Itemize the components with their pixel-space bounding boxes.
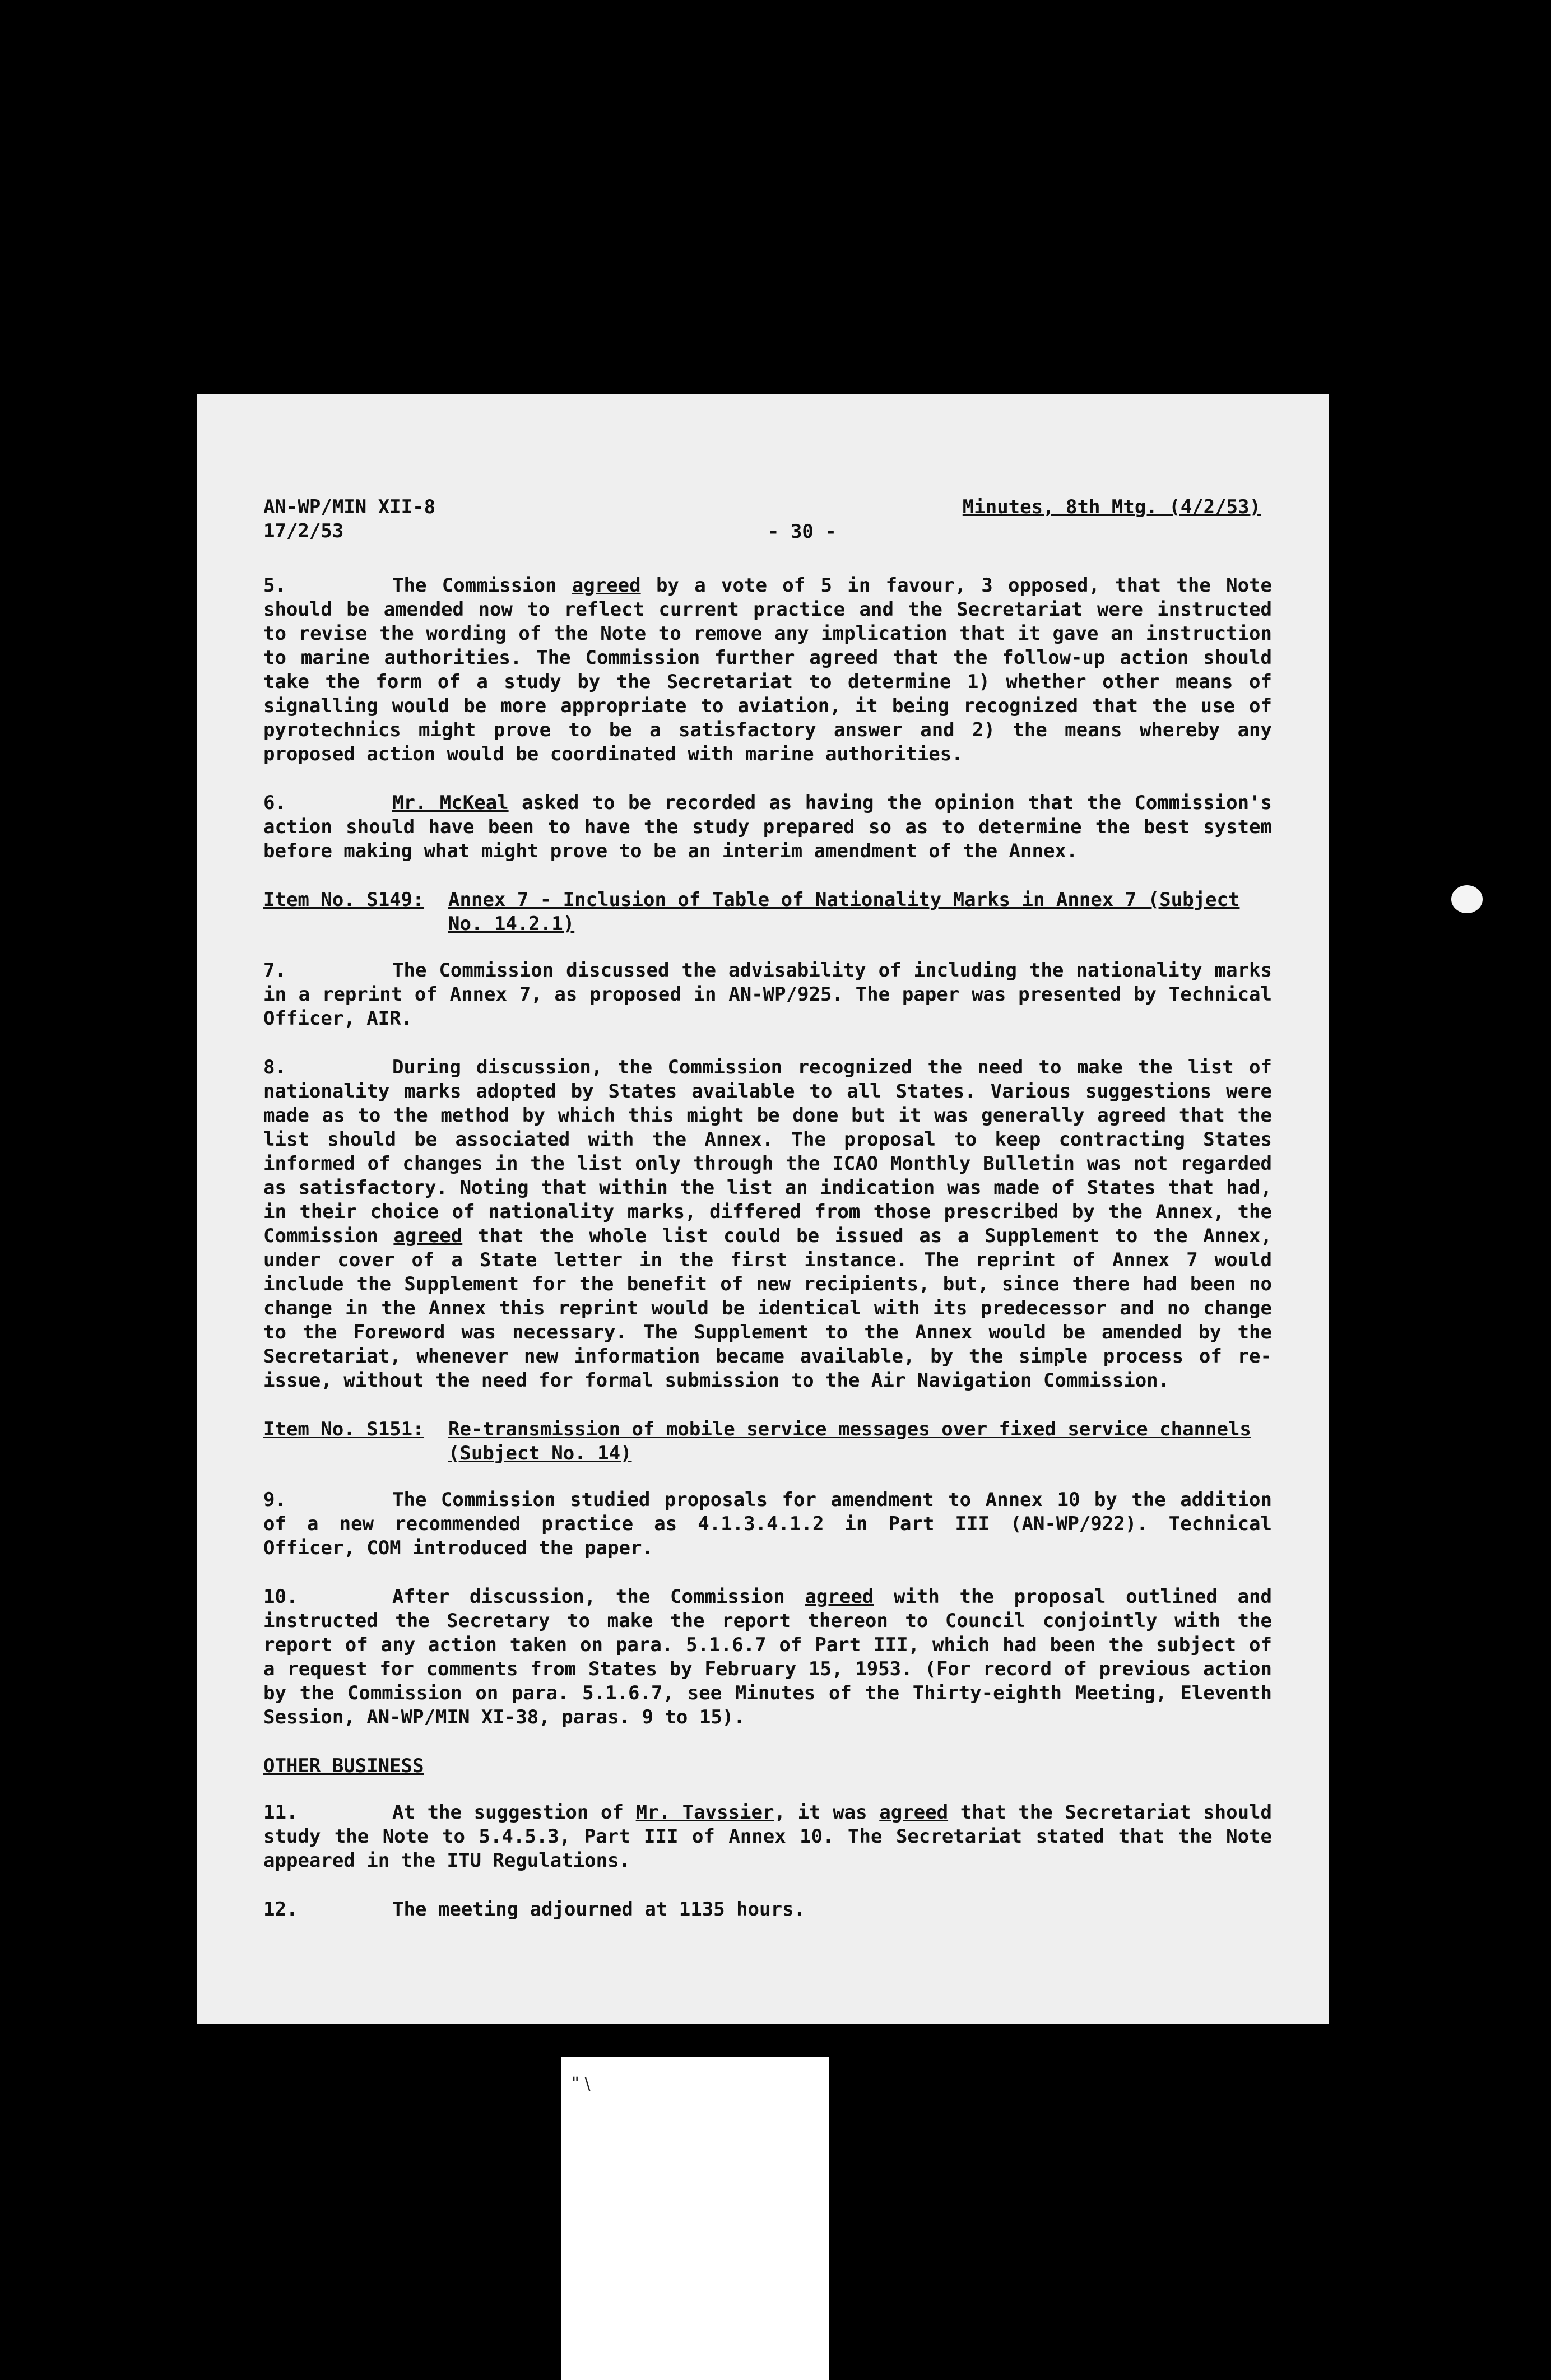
paragraph-number: 9. [263,1489,286,1511]
minutes-title: Minutes, 8th Mtg. (4/2/53) [962,496,1261,518]
scan-blemish [1451,885,1483,913]
paragraph-text: After discussion, the Commission [392,1586,805,1608]
agreed-emphasis: agreed [572,574,641,597]
paragraph-number: 12. [263,1898,298,1921]
paragraph-number: 11. [263,1801,298,1824]
paragraph-number: 6. [263,792,286,814]
paragraph-9 [263,1488,1272,1560]
paragraph-12 [263,1898,1272,1922]
paragraph-text: asked to be recorded as having the opinion that the Commission's action should have been to have the study prepared so as to determine the best system before making what might prove to be an interim amendment of the Annex. [263,792,1272,862]
paragraph-number: 10. [263,1586,298,1608]
paragraph-number: 5. [263,574,286,597]
paragraph-7 [263,959,1272,1031]
item-title: Re-transmission of mobile service messages over fixed service channels (Subject No. 14) [448,1418,1251,1465]
agreed-emphasis: agreed [879,1801,949,1824]
page-header [263,495,1272,557]
paragraph-6 [263,791,1272,863]
item-title: Annex 7 - Inclusion of Table of Nationality Marks in Annex 7 (Subject No. 14.2.1) [448,889,1240,935]
agenda-item-s151 [263,1417,1272,1466]
paragraph-text: with the proposal outlined and instructed the Secretary to make the report thereon to Council conjointly with the report of any action taken on para. 5.1.6.7 of Part III, which had been the subject of a request for comments from States by February 15, 1953. (For record of previous action by the Commission on para. 5.1.6.7, see Minutes of the Thirty-eighth Meeting, Eleventh Session, AN-WP/MIN XI-38, paras. 9 to 15). [263,1586,1272,1728]
paragraph-text: that the Secretariat should study the Note to 5.4.5.3, Part III of Annex 10. The Secretariat stated that the Note appeared in the ITU Regulations. [263,1801,1272,1872]
bottom-card [561,2057,829,2380]
paragraph-10 [263,1585,1272,1730]
page-content [263,495,1272,1922]
reference-date: 17/2/53 [263,520,344,542]
reference-code: AN-WP/MIN XII-8 [263,496,436,518]
paragraph-5 [263,574,1272,766]
item-label: Item No. S151: [263,1418,424,1440]
paragraph-text: , it was [774,1801,880,1824]
paragraph-text: During discussion, the Commission recognized the need to make the list of nationality marks adopted by States available to all States. Various suggestions were made as to the method by which this might be done but it was generally agreed that the list should be associated with the Annex. The proposal to keep contracting States informed of changes in the list only through the ICAO Monthly Bulletin was not regarded as satisfactory. Noting that within the list an indication was made of States that had, in their choice of nationality marks, differed from those prescribed by the Annex, the Commission [263,1056,1272,1247]
item-label: Item No. S149: [263,889,424,911]
page-number: - 30 - [768,520,837,543]
speaker-name: Mr. McKeal [392,792,509,814]
speaker-name: Mr. Tavssier [635,1801,774,1824]
document-page [197,394,1329,2024]
paragraph-text: The Commission discussed the advisability of including the nationality marks in a reprint of Annex 7, as proposed in AN-WP/925. The paper was presented by Technical Officer, AIR. [263,959,1272,1030]
agreed-emphasis: agreed [393,1225,463,1247]
paragraph-text: The meeting adjourned at 1135 hours. [392,1898,805,1921]
agreed-emphasis: agreed [805,1586,874,1608]
paragraph-number: 7. [263,959,286,982]
paragraph-number: 8. [263,1056,286,1079]
card-mark: " \ [572,2074,591,2094]
paragraph-text: by a vote of 5 in favour, 3 opposed, that the Note should be amended now to reflect current practice and the Secretariat were instructed to revise the wording of the Note to remove any implication that it gave an instruction to marine authorities. The Commission further agreed that the follow-up action should take the form of a study by the Secretariat to determine 1) whether other means of signalling would be more appropriate to aviation, it being recognized that the use of pyrotechnics might prove to be a satisfactory answer and 2) the means whereby any proposed action would be coordinated with marine authorities. [263,574,1273,765]
other-business-heading: OTHER BUSINESS [263,1755,424,1777]
paragraph-text: The Commission [392,574,572,597]
agenda-item-s149 [263,888,1272,936]
paragraph-text: At the suggestion of [392,1801,636,1824]
paragraph-11 [263,1801,1272,1873]
paragraph-text: The Commission studied proposals for amendment to Annex 10 by the addition of a new recommended practice as 4.1.3.4.1.2 in Part III (AN-WP/922). Technical Officer, COM introduced the paper. [263,1489,1272,1559]
paragraph-8 [263,1056,1272,1393]
document-reference [263,495,435,543]
paragraph-text: that the whole list could be issued as a Supplement to the Annex, under cover of a State letter in the first instance. The reprint of Annex 7 would include the Supplement for the benefit of new recipients, but, since there had been no change in the Annex this reprint would be identical with its predecessor and no change to the Foreword was necessary. The Supplement to the Annex would be amended by the Secretariat, whenever new information became available, by the simple process of re-issue, without the need for formal submission to the Air Navigation Commission. [263,1225,1272,1392]
